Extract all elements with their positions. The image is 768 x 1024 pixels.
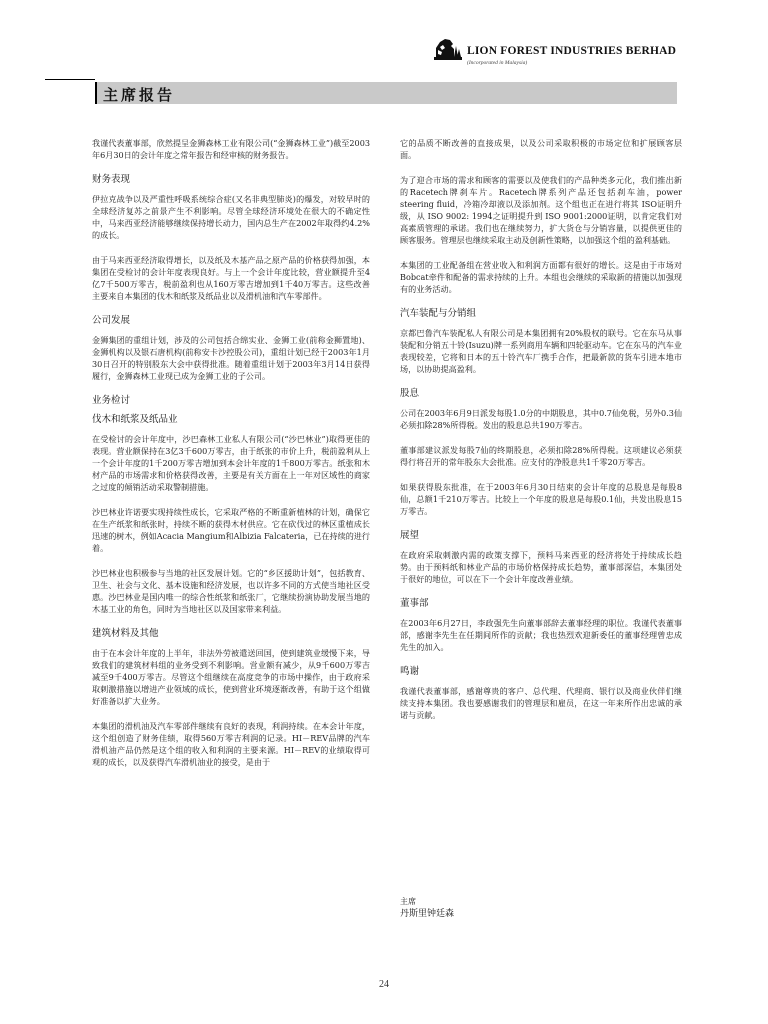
dividend-paragraph-2: 董事部建议派发每股7仙的终期股息，必须扣除28%所得税。这项建议必须获得行将召开的常年股东大会批准。应支付的净股息共1千零20万零吉。 [400,445,682,467]
right-paragraph-1: 它的品质不断改善的直接成果，以及公司采取积极的市场定位和扩展顾客层面。 [400,138,682,160]
review-paragraph-4: 由于在本会计年度的上半年，非法外劳被遣送回国，使到建筑业缓慢下来，导致我们的建筑材料组的业务受到不利影响。営业额有减少，从9千600万零吉减至9千400万零吉。尽管这个组继续在高度竞争的市场中操作，由于政府采取刺激措施以增进产业领域的成长，使到营业环境逐渐改善，有助于这个组做好准备以扩大业务。 [92,648,370,706]
left-column [92,137,370,781]
heading-financial: 财务表现 [92,174,131,185]
subheading-building-materials: 建筑材料及其他 [92,628,159,639]
review-paragraph-1: 在受检讨的会计年度中，沙巴森林工业私人有限公司(“沙巴林业”)取得更佳的表现。营业额保持在3亿3千600万零吉，由于纸张的市价上升，税前盈利从上一个会计年度的1千200万零吉增加到本会计年度的1千800万零吉。纸张和木材产品的市场需求和价格获得改善，主要是有关方面在上一年对区域性的商家之过度的倾销活动采取警制措施。 [92,434,370,492]
signature-name: 丹斯里钟廷森 [400,909,455,919]
incorporation-note: (Incorporated in Malaysia) [467,60,528,66]
header-rule [45,79,95,80]
subheading-logging-pulp: 伐木和纸浆及纸品业 [92,414,178,425]
right-paragraph-3: 本集团的工业配备组在营业收入和利润方面都有很好的增长。这是由于市场对Bobcat牵件和配备的需求持续的上升。本组也会继续的采取新的措施以加强现有的业务活动。 [400,260,682,294]
signature-block [400,896,454,921]
intro-paragraph: 我谨代表董事部，欣然提呈金狮森林工业有限公司(“金狮森林工业”)截至2003年6月30日的会计年度之常年报告和经审核的财务报告。 [92,138,371,160]
heading-review: 业务检讨 [92,395,131,406]
heading-board: 董事部 [400,598,429,609]
review-paragraph-2: 沙巴林业许诺要实现持续性成长，它采取严格的不断重新植林的计划，确保它在生产纸浆和纸张时，持续不断的获得木材供应。它在砍伐过的林区重植成长迅速的树木，例如Acacia Mangium和Albizia Falcateria，已在持续的进行着。 [92,507,370,553]
company-logo [433,36,683,76]
board-paragraph: 在2003年6月27日，李政强先生向董事部辞去董事经理的职位。我谨代表董事部，感谢李先生在任期间所作的贡献；我也热烈欢迎新委任的董事经理曾忠成先生的加入。 [400,618,682,652]
company-name: LION FOREST INDUSTRIES BERHAD [467,45,677,57]
auto-paragraph: 京都巴鲁汽车装配私人有限公司是本集团拥有20%股权的联号。它在东马从事装配和分销五十铃(Isuzu)牌一系列商用车辆和四轮驱动车。它在东马的汽车业表现较差，它将和日本的五十铃汽车厂携手合作，把最新款的货车引进本地市场，以协助提高盈利。 [400,328,682,374]
outlook-paragraph: 在政府采取刺激内需的政策支撑下，预料马来西亚的经济将处于持续成长趋势。由于预料纸和林业产品的市场价格保持成长趋势，董事部深信，本集团处于很好的地位，可以在下一个会计年度改善业绩。 [400,550,682,584]
corporate-paragraph: 金狮集团的重组计划，涉及的公司包括合绵实业、金狮工业(前称金狮置地)、金狮机构以及银石唐机构(前称安卡沙控股公司)，重组计划已经于2003年1月30日召开的特别股东大会中获得批准。随着重组计划于2003年3月14日获得履行，金狮森林工业现已成为金狮工业的子公司。 [92,335,370,381]
heading-dividend: 股息 [400,388,420,399]
heading-outlook: 展望 [400,530,420,541]
heading-corporate: 公司发展 [92,315,131,326]
financial-paragraph-2: 由于马来西亚经济取得增长，以及纸及木基产品之原产品的价格获得加强，本集团在受检讨的会计年度表现良好。与上一个会计年度比较，营业额提升至4亿7千500万零吉，税前盈利也从160万零吉增加到1千40万零吉。这些改善主要来自本集团的伐木和纸浆及纸品业以及滑机油和汽车零部件。 [92,255,370,301]
right-column [400,137,682,919]
review-paragraph-3: 沙巴林业也积极参与当地的社区发展计划。它的“乡区援助计划”，包括教育、卫生、社会与文化、基本设施和经济发展，也以许多不同的方式使当地社区受惠。沙巴林业是国内唯一的综合性纸浆和纸张厂，它继续扮演协助发展当地的木基工业的角色，同时为当地社区以及国家带来利益。 [92,568,370,614]
section-title: 主席报告 [103,86,176,104]
dividend-paragraph-1: 公司在2003年6月9日派发每股1.0分的中期股息，其中0.7仙免税，另外0.3仙必须扣除28%所得税。发出的股息总共190万零吉。 [400,408,682,430]
page-number: 24 [379,979,389,990]
acknowledgement-paragraph: 我谨代表董事部，感谢尊贵的客户、总代理、代理商、银行以及商业伙伴们继续支持本集团。我也要感谢我们的管理层和雇员，在这一年来所作出忠诚的承诺与贡献。 [400,686,682,720]
lion-logo-icon [433,36,463,62]
section-banner [95,82,677,104]
review-paragraph-5: 本集团的滑机油及汽车零部件继续有良好的表现，利润持续。在本会计年度，这个组创造了财务佳绩，取得560万零吉利润的记录。HI－REV品牌的汽车滑机油产品仍然是这个组的收入和利润的主要来源。HI－REV的业绩取得可观的成长，以及获得汽车滑机油业的接受，是由于 [92,721,370,767]
heading-acknowledgement: 鸣谢 [400,666,420,677]
dividend-paragraph-3: 如果获得股东批准，在于2003年6月30日结束的会计年度的总股息是每股8仙，总额1千210万零吉。比较上一个年度的股息是每股0.1仙，共发出股息15万零吉。 [400,482,682,516]
signature-title: 主席 [400,897,416,906]
heading-auto-assembly: 汽车装配与分销组 [400,308,477,319]
financial-paragraph-1: 伊拉克战争以及严重性呼吸系统综合症(又名非典型肺炎)的爆发，对较早时的全球经济复苏之前景产生不利影响。尽管全球经济环境处在很大的不确定性中，马来西亚经济能够继续保持增长动力，国内总生产在2002年取得约4.2%的成长。 [92,194,370,240]
right-paragraph-2: 为了迎合市场的需求和顾客的需要以及使我们的产品种类多元化，我们推出新的Racetech牌刹车片。Racetech牌系列产品还包括刹车油，power steering fluid，冷箱冷却液以及添加剂。这个组也正在进行将其 ISO证明升级，从 ISO 9002: 1994之证明提升到 ISO 9001:2000证明，以肯定我们对高素质管理的承诺。我们也在继续努力，扩大货仓与分销容量，以提供更佳的顾客服务。管理层也继续采取主动及创新性策略，以加强这个组的盈利基础。 [400,175,682,245]
